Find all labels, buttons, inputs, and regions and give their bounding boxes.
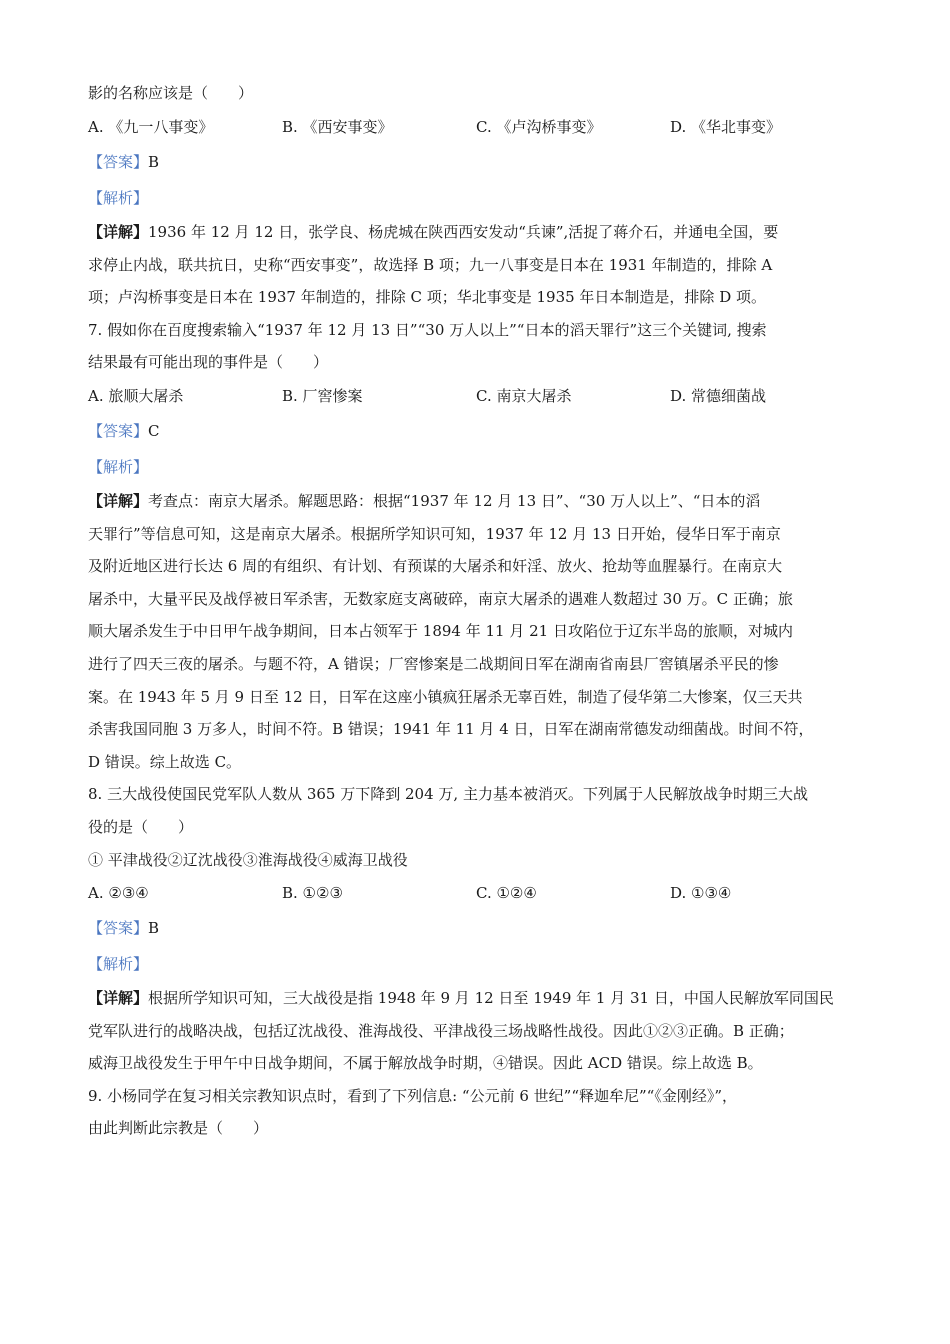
analysis-label: 【解析】 <box>88 189 149 207</box>
stem-line: 7. 假如你在百度搜索输入“1937 年 12 月 13 日”“30 万人以上”“日本的滔天罪行”这三个关键词, 搜索 <box>88 320 767 339</box>
detail-text: 根据所学知识可知，三大战役是指 1948 年 9 月 12 日至 1949 年 1 月 31 日，中国人民解放军同国民 <box>148 989 834 1008</box>
q6-option-d: D. 《华北事变》 <box>670 118 782 136</box>
answer-value: C <box>148 421 160 440</box>
q7-stem <box>88 314 878 379</box>
detail-label: 【详解】 <box>88 491 149 510</box>
stem-line: ① 平津战役②辽沈战役③淮海战役④威海卫战役 <box>88 850 408 869</box>
detail-line <box>88 982 878 1015</box>
detail-line: 顺大屠杀发生于中日甲午战争期间，日本占领军于 1894 年 11 月 21 日攻陷位于辽东半岛的旅顺，对城内 <box>88 622 793 641</box>
detail-line: 求停止内战，联共抗日，史称“西安事变”，故选择 B 项；九一八事变是日本在 1931 年制造的，排除 A <box>88 255 773 274</box>
document-page <box>88 76 878 1145</box>
q6-detail <box>88 216 878 314</box>
answer-value: B <box>148 919 160 938</box>
detail-line: D 错误。综上故选 C。 <box>88 752 242 771</box>
q6-stem: 影的名称应该是（ ） <box>88 84 254 102</box>
detail-line: 及附近地区进行长达 6 周的有组织、有计划、有预谋的大屠杀和奸淫、放火、抢劫等血腥暴行。在南京大 <box>88 557 783 576</box>
q7-option-c: C. 南京大屠杀 <box>476 386 572 405</box>
q8-option-a: A. ②③④ <box>88 884 149 903</box>
answer-label: 【答案】 <box>88 421 149 440</box>
q7-options <box>88 379 878 413</box>
q8-option-c: C. ①②④ <box>476 884 537 903</box>
q6-option-c: C. 《卢沟桥事变》 <box>476 118 602 136</box>
stem-line: 役的是（ ） <box>88 817 194 836</box>
q6-options <box>88 110 878 144</box>
detail-line: 进行了四天三夜的屠杀。与题不符，A 错误；厂窖惨案是二战期间日军在湖南省南县厂窖镇屠杀平民的惨 <box>88 654 779 673</box>
stem-line: 结果最有可能出现的事件是（ ） <box>88 353 329 372</box>
answer-label: 【答案】 <box>88 919 149 938</box>
q7-option-a: A. 旅顺大屠杀 <box>88 386 184 405</box>
q6-option-a: A. 《九一八事变》 <box>88 118 214 136</box>
q7-detail <box>88 485 878 778</box>
detail-line <box>88 485 878 518</box>
detail-line: 杀害我国同胞 3 万多人，时间不符。B 错误；1941 年 11 月 4 日，日军在湖南常德发动细菌战。时间不符， <box>88 720 814 739</box>
analysis-label: 【解析】 <box>88 955 149 974</box>
detail-line: 天罪行”等信息可知，这是南京大屠杀。根据所学知识可知，1937 年 12 月 13 日开始，侵华日军于南京 <box>88 524 781 543</box>
detail-line: 案。在 1943 年 5 月 9 日至 12 日，日军在这座小镇疯狂屠杀无辜百姓，制造了侵华第二大惨案，仅三天共 <box>88 687 803 706</box>
detail-line: 威海卫战役发生于甲午中日战争期间，不属于解放战争时期，④错误。因此 ACD 错误。综上故选 B。 <box>88 1054 763 1073</box>
q8-analysis <box>88 946 878 982</box>
q7-option-d: D. 常德细菌战 <box>670 386 767 405</box>
q8-option-d: D. ①③④ <box>670 884 732 903</box>
analysis-label: 【解析】 <box>88 457 149 476</box>
q9-stem <box>88 1080 878 1145</box>
q7-analysis <box>88 449 878 485</box>
answer-label: 【答案】 <box>88 153 149 171</box>
detail-label: 【详解】 <box>88 223 149 241</box>
detail-line <box>88 216 878 249</box>
q8-answer <box>88 910 878 946</box>
q7-option-b: B. 厂窖惨案 <box>282 386 363 405</box>
stem-line: 9. 小杨同学在复习相关宗教知识点时，看到了下列信息: “公元前 6 世纪”“释迦牟尼”“《金刚经》”， <box>88 1086 737 1105</box>
detail-text: 1936 年 12 月 12 日，张学良、杨虎城在陕西西安发动“兵谏”,活捉了蒋介石，并通电全国，要 <box>148 223 779 241</box>
stem-line: 由此判断此宗教是（ ） <box>88 1119 269 1138</box>
detail-text: 考查点：南京大屠杀。解题思路：根据“1937 年 12 月 13 日”、“30 万人以上”、“日本的滔 <box>148 491 761 510</box>
q8-stem <box>88 778 878 876</box>
q6-analysis <box>88 180 878 216</box>
detail-label: 【详解】 <box>88 989 149 1008</box>
detail-line: 党军队进行的战略决战，包括辽沈战役、淮海战役、平津战役三场战略性战役。因此①②③正确。B 正确； <box>88 1021 794 1040</box>
q8-detail <box>88 982 878 1080</box>
q6-answer <box>88 144 878 180</box>
stem-line: 8. 三大战役使国民党军队人数从 365 万下降到 204 万, 主力基本被消灭。下列属于人民解放战争时期三大战 <box>88 785 808 804</box>
q8-options <box>88 876 878 910</box>
q7-answer <box>88 413 878 449</box>
detail-line: 项；卢沟桥事变是日本在 1937 年制造的，排除 C 项；华北事变是 1935 年日本制造是，排除 D 项。 <box>88 288 766 307</box>
detail-line: 屠杀中，大量平民及战俘被日军杀害，无数家庭支离破碎，南京大屠杀的遇难人数超过 30 万。C 正确；旅 <box>88 589 793 608</box>
answer-value: B <box>148 153 160 171</box>
q8-option-b: B. ①②③ <box>282 884 343 903</box>
q6-option-b: B. 《西安事变》 <box>282 118 393 136</box>
